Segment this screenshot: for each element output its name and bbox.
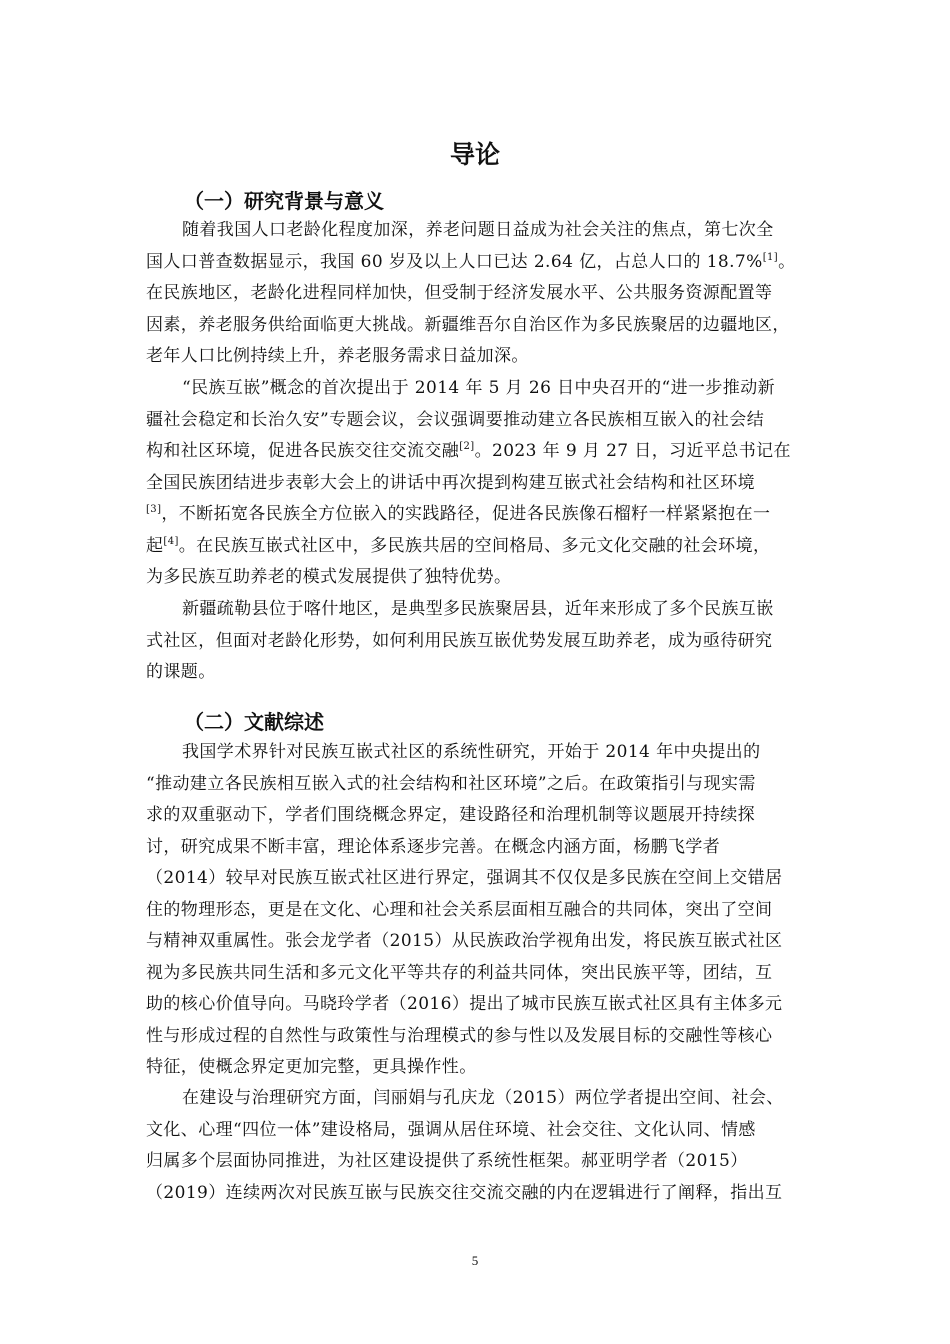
section-heading: （二）文献综述 <box>184 710 324 734</box>
text-line <box>146 926 836 958</box>
text-line <box>146 737 836 769</box>
text-line <box>146 405 836 437</box>
text-segment: 性与形成过程的自然性与政策性与治理模式的参与性以及发展目标的交融性等核心 <box>146 1025 773 1046</box>
text-line <box>146 626 836 658</box>
text-line <box>146 594 836 626</box>
paragraph <box>146 1083 836 1209</box>
text-segment: 在民族地区，老龄化进程同样加快，但受制于经济发展水平、公共服务资源配置等 <box>146 283 773 303</box>
text-segment: 为多民族互助养老的模式发展提供了独特优势。 <box>146 567 512 587</box>
citation-marker: [3] <box>146 504 162 515</box>
text-segment: 因素，养老服务供给面临更大挑战。新疆维吾尔自治区作为多民族聚居的边疆地区， <box>146 314 790 335</box>
text-segment: 国人口普查数据显示，我国 60 岁及以上人口已达 2.64 亿，占总人口的 18.7% <box>146 251 763 272</box>
text-segment: 与精神双重属性。张会龙学者（2015）从民族政治学视角出发，将民族互嵌式社区 <box>146 931 783 951</box>
text-line <box>146 1178 836 1210</box>
text-segment: 。2023 年 9 月 27 日，习近平总书记在 <box>474 441 791 461</box>
citation-marker: [4] <box>163 535 179 547</box>
text-segment: 在建设与治理研究方面，闫丽娟与孔庆龙（2015）两位学者提出空间、社会、 <box>182 1088 784 1108</box>
text-line <box>146 373 836 405</box>
text-line <box>146 863 836 895</box>
paragraph <box>146 215 836 373</box>
text-line <box>146 1052 836 1084</box>
citation-marker: [1] <box>762 251 779 263</box>
paragraph <box>146 594 836 689</box>
text-segment: “推动建立各民族相互嵌入式的社会结构和社区环境”之后。在政策指引与现实需 <box>146 773 756 794</box>
text-line <box>146 562 836 594</box>
text-segment: “民族互嵌”概念的首次提出于 2014 年 5 月 26 日中央召开的“进一步推动新 <box>182 378 776 398</box>
text-line <box>146 341 836 373</box>
text-segment: 起 <box>146 535 164 556</box>
text-line <box>146 499 836 531</box>
text-segment: 全国民族团结进步表彰大会上的讲话中再次提到构建互嵌式社会结构和社区环境 <box>146 472 755 493</box>
text-segment: 随着我国人口老龄化程度加深，养老问题日益成为社会关注的焦点，第七次全 <box>182 220 774 240</box>
text-segment: 。 <box>778 251 796 272</box>
text-segment: 讨，研究成果不断丰富，理论体系逐步完善。在概念内涵方面，杨鹏飞学者 <box>146 836 721 857</box>
page-title: 导论 <box>449 140 500 169</box>
text-segment: ，不断拓宽各民族全方位嵌入的实践路径，促进各民族像石榴籽一样紧紧抱在一 <box>161 504 771 524</box>
text-segment: 。在民族互嵌式社区中，多民族共居的空间格局、多元文化交融的社会环境， <box>178 535 771 556</box>
text-line <box>146 769 836 801</box>
paragraph <box>146 737 836 1084</box>
text-segment: 疆社会稳定和长治久安”专题会议，会议强调要推动建立各民族相互嵌入的社会结 <box>146 409 765 430</box>
text-segment: （2019）连续两次对民族互嵌与民族交往交流交融的内在逻辑进行了阐释，指出互 <box>146 1182 783 1203</box>
text-line <box>146 310 836 342</box>
text-segment: 特征，使概念界定更加完整，更具操作性。 <box>146 1057 477 1077</box>
text-line <box>146 1115 836 1147</box>
text-line <box>146 1146 836 1178</box>
text-line <box>146 436 836 468</box>
text-line <box>146 832 836 864</box>
text-segment: 构和社区环境，促进各民族交往交流交融 <box>146 441 460 461</box>
text-segment: 住的物理形态，更是在文化、心理和社会关系层面相互融合的共同体，突出了空间 <box>146 899 773 920</box>
citation-marker: [2] <box>459 441 475 452</box>
text-segment: 求的双重驱动下，学者们围绕概念界定，建设路径和治理机制等议题展开持续探 <box>146 805 755 825</box>
text-line <box>146 278 836 310</box>
text-line <box>146 958 836 990</box>
text-line <box>146 1021 836 1053</box>
text-line <box>146 531 836 563</box>
text-segment: 我国学术界针对民族互嵌式社区的系统性研究，开始于 2014 年中央提出的 <box>182 742 761 762</box>
text-segment: 视为多民族共同生活和多元文化平等共存的利益共同体，突出民族平等，团结，互 <box>146 962 773 983</box>
text-segment: 助的核心价值导向。马晓玲学者（2016）提出了城市民族互嵌式社区具有主体多元 <box>146 994 783 1014</box>
text-segment: 式社区，但面对老龄化形势，如何利用民族互嵌优势发展互助养老，成为亟待研究 <box>146 630 773 651</box>
section-heading: （一）研究背景与意义 <box>184 189 384 213</box>
text-segment: 新疆疏勒县位于喀什地区，是典型多民族聚居县，近年来形成了多个民族互嵌 <box>182 599 774 619</box>
text-line <box>146 657 836 689</box>
text-line <box>146 468 836 500</box>
text-line <box>146 800 836 832</box>
text-segment: 归属多个层面协同推进，为社区建设提供了系统性框架。郝亚明学者（2015） <box>146 1151 748 1171</box>
text-line <box>146 989 836 1021</box>
text-line <box>146 247 836 279</box>
page-number: 5 <box>471 1253 479 1268</box>
text-line <box>146 215 836 247</box>
paragraph <box>146 373 836 594</box>
text-line <box>146 895 836 927</box>
text-segment: 老年人口比例持续上升，养老服务需求日益加深。 <box>146 346 529 366</box>
text-line <box>146 1083 836 1115</box>
text-segment: 的课题。 <box>146 662 216 682</box>
text-segment: 文化、心理“四位一体”建设格局，强调从居住环境、社会交往、文化认同、情感 <box>146 1119 756 1140</box>
text-segment: （2014）较早对民族互嵌式社区进行界定，强调其不仅仅是多民族在空间上交错居 <box>146 868 783 888</box>
